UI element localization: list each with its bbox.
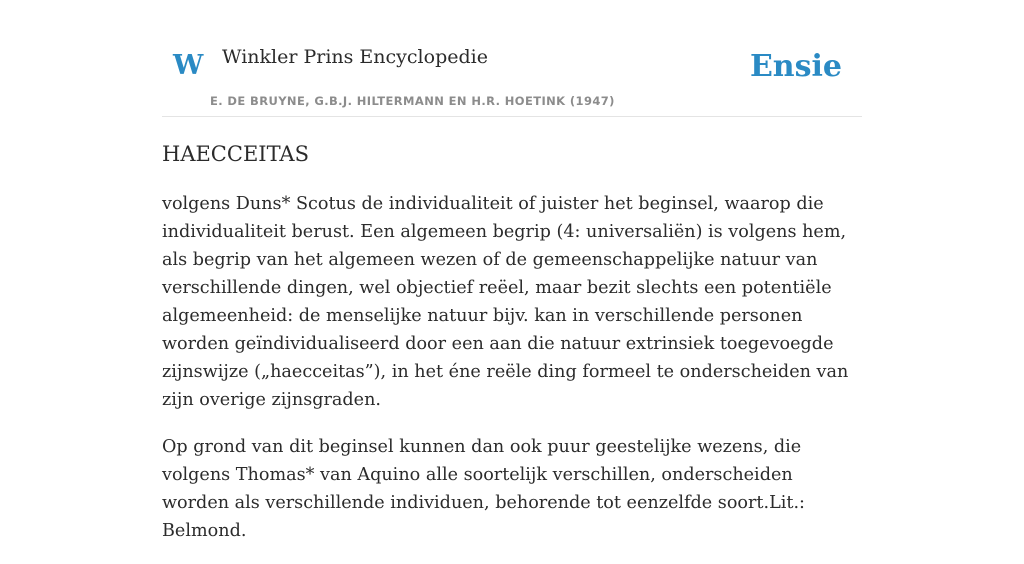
entry-title: HAECCEITAS — [162, 142, 309, 166]
entry-paragraph: Op grond van dit beginsel kunnen dan ook puur geestelijke wezens, die volgens Thomas* van Aquino alle soortelijk verschillen, onderscheiden worden als verschillende individuen, behorende tot eenzelfde soort.Lit.: Belmond. — [162, 437, 805, 542]
winkler-prins-logo[interactable]: W — [173, 50, 204, 81]
entry-content — [162, 141, 852, 564]
site-header — [162, 0, 862, 117]
entry-paragraph: volgens Duns* Scotus de individualiteit of juister het beginsel, waarop die individualiteit berust. Een algemeen begrip (4: universaliën) is volgens hem, als begrip van het algemeen wezen of de gemeenschappelijke natuur van verschillende dingen, wel objectief reëel, maar bezit slechts een potentiële algemeenheid: de menselijke natuur bijv. kan in verschillende personen worden geïndividualiseerd door een aan die natuur extrinsiek toegevoegde zijnswijze („haecceitas”), in het éne reële ding formeel te onderscheiden van zijn overige zijnsgraden. — [162, 194, 849, 411]
source-title[interactable]: Winkler Prins Encyclopedie — [222, 46, 488, 68]
ensie-logo[interactable]: Ensie — [749, 49, 842, 84]
source-authors: E. DE BRUYNE, G.B.J. HILTERMANN EN H.R. HOETINK (1947) — [210, 94, 615, 108]
